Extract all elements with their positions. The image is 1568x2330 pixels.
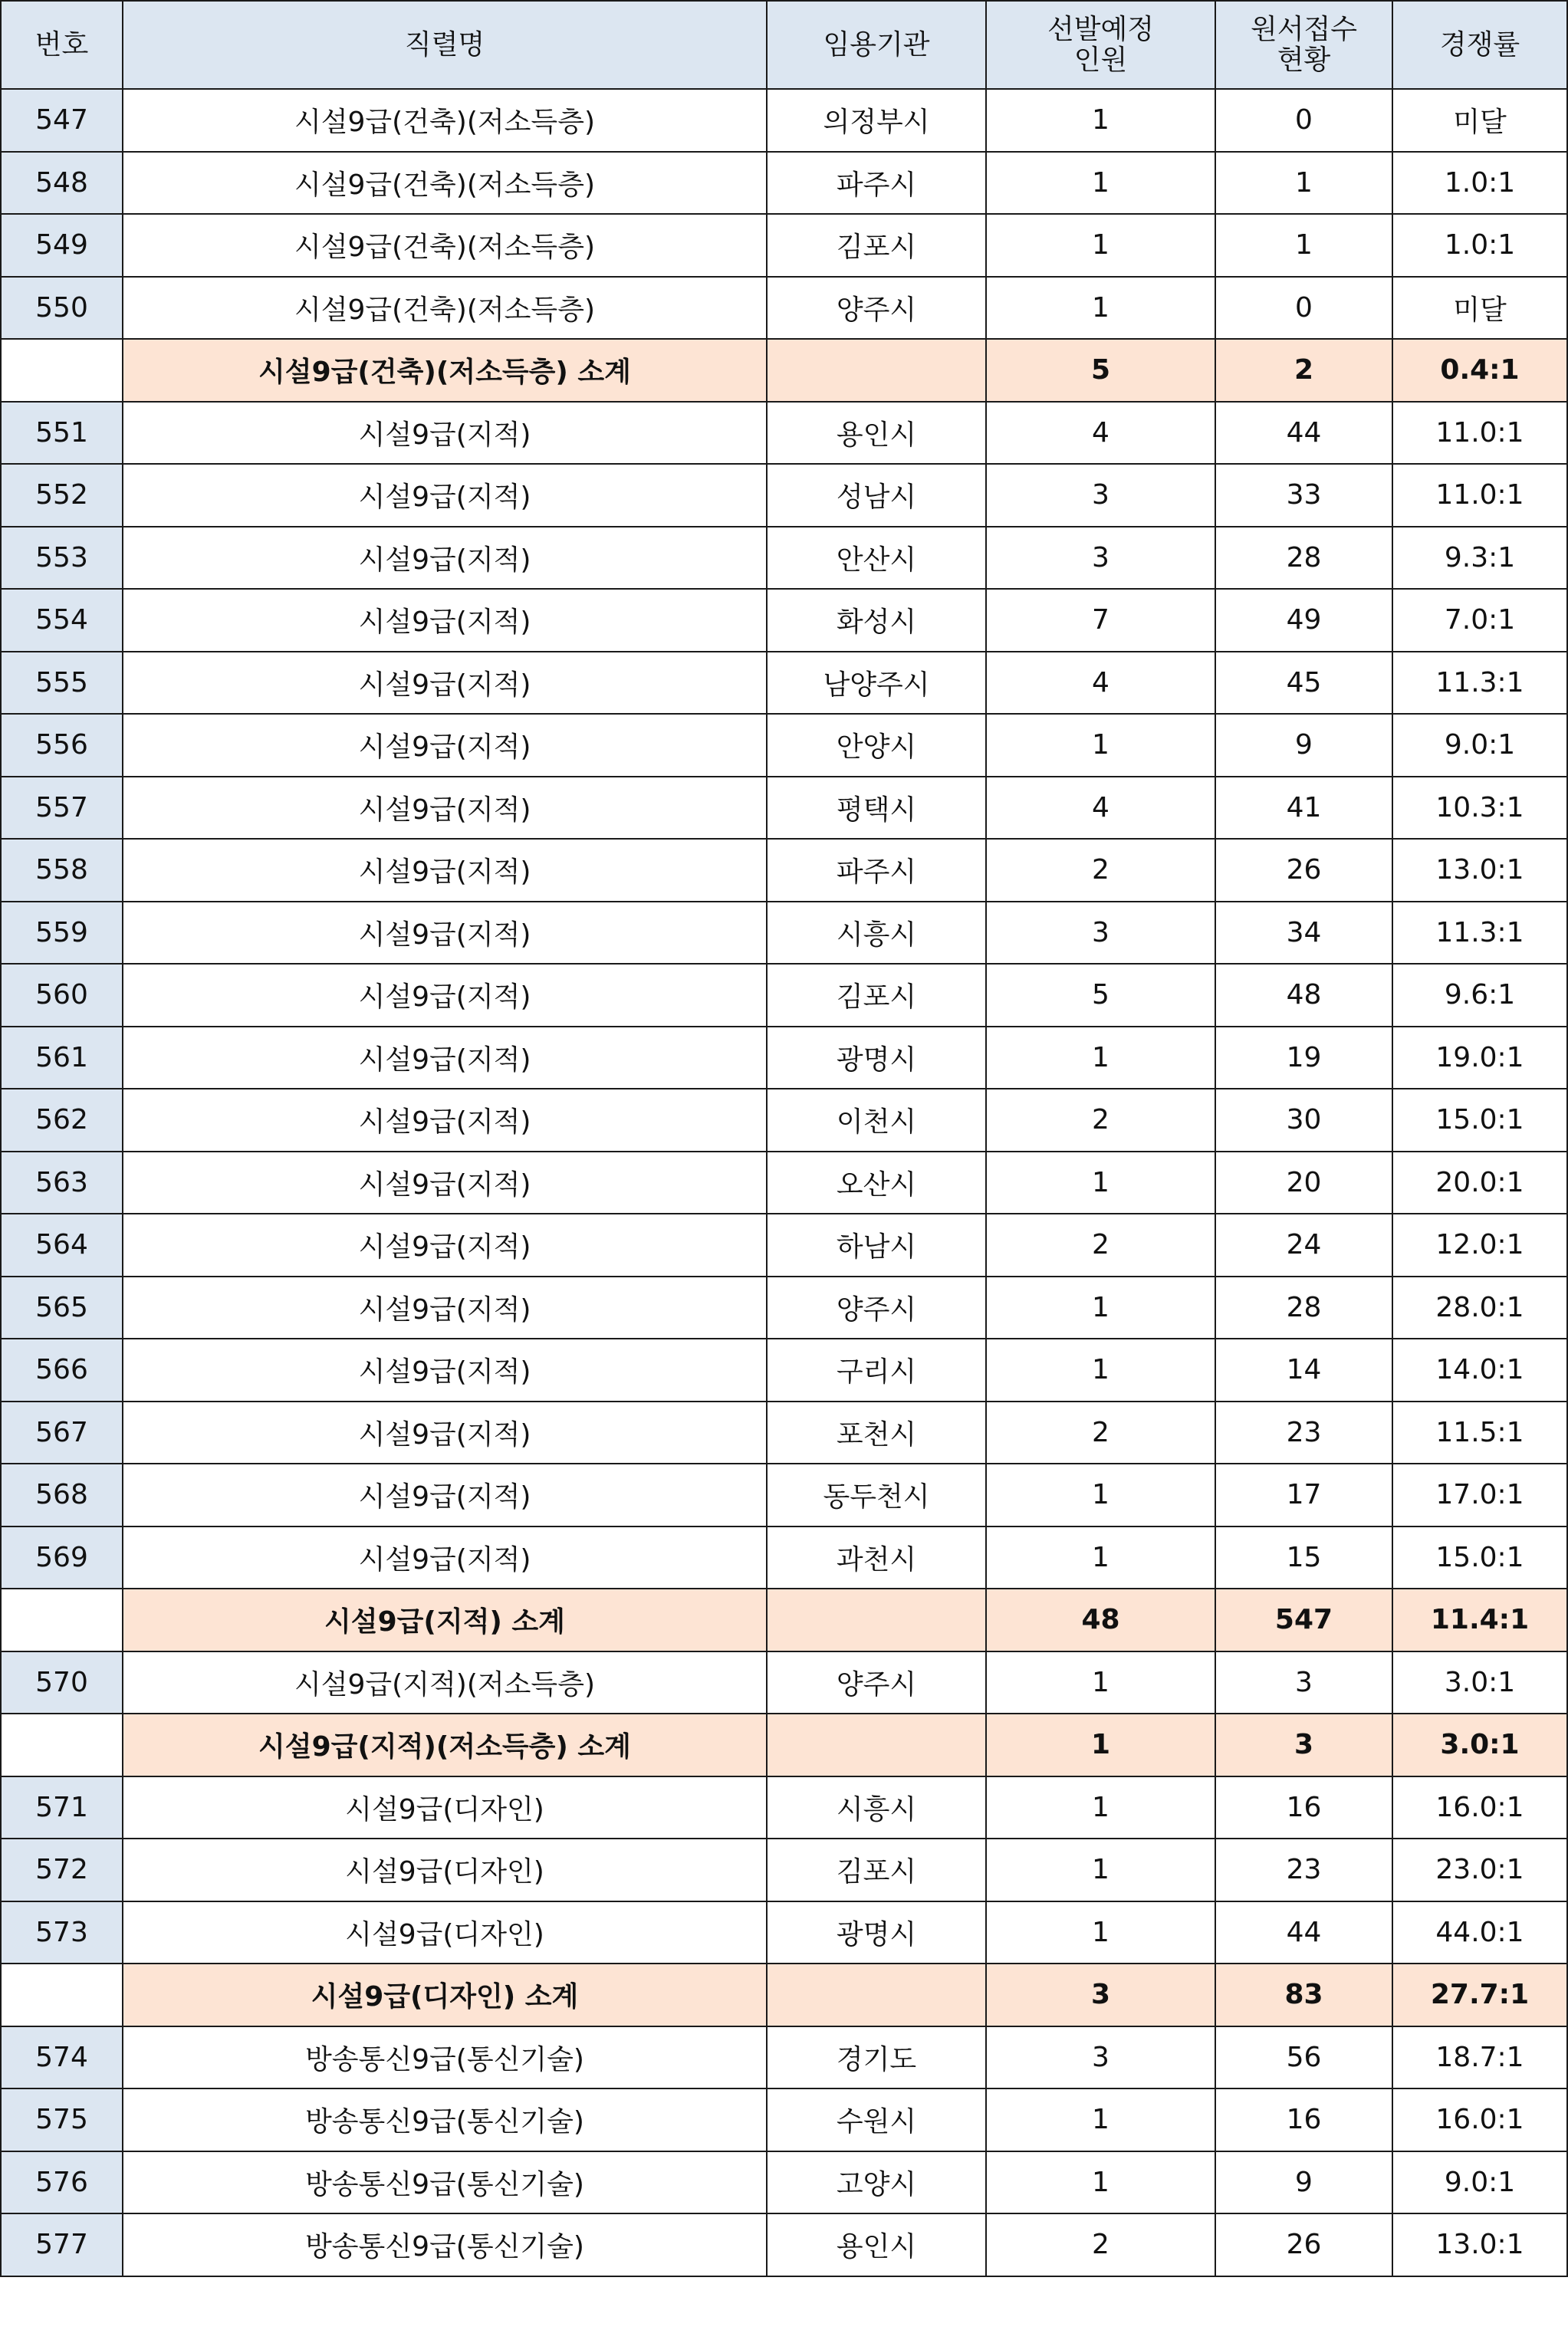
table-row — [1, 152, 1567, 215]
table-row — [1, 1651, 1567, 1714]
table-row — [1, 652, 1567, 715]
cell-planned: 1 — [986, 1152, 1215, 1214]
cell-number: 552 — [1, 464, 123, 527]
cell-applied: 44 — [1215, 402, 1392, 465]
cell-number: 575 — [1, 2088, 123, 2151]
cell-number: 548 — [1, 152, 123, 215]
cell-planned: 1 — [986, 1839, 1215, 1901]
cell-agency: 안산시 — [767, 527, 986, 590]
cell-agency: 고양시 — [767, 2151, 986, 2214]
cell-ratio: 17.0:1 — [1392, 1464, 1567, 1526]
cell-planned: 3 — [986, 1964, 1215, 2026]
cell-ratio: 13.0:1 — [1392, 839, 1567, 902]
cell-planned: 2 — [986, 2213, 1215, 2276]
cell-series: 시설9급(건축)(저소득층) — [123, 152, 767, 215]
cell-agency: 평택시 — [767, 777, 986, 840]
cell-ratio: 3.0:1 — [1392, 1714, 1567, 1776]
cell-ratio: 7.0:1 — [1392, 589, 1567, 652]
cell-planned: 1 — [986, 1464, 1215, 1526]
cell-number: 564 — [1, 1214, 123, 1277]
cell-number: 557 — [1, 777, 123, 840]
cell-ratio: 16.0:1 — [1392, 1776, 1567, 1839]
cell-agency: 성남시 — [767, 464, 986, 527]
cell-agency: 파주시 — [767, 839, 986, 902]
cell-number: 558 — [1, 839, 123, 902]
cell-agency — [767, 1964, 986, 2026]
cell-agency: 구리시 — [767, 1339, 986, 1402]
cell-planned: 7 — [986, 589, 1215, 652]
cell-applied: 1 — [1215, 152, 1392, 215]
cell-ratio: 0.4:1 — [1392, 339, 1567, 402]
cell-series: 방송통신9급(통신기술) — [123, 2088, 767, 2151]
cell-ratio: 미달 — [1392, 89, 1567, 152]
cell-agency: 경기도 — [767, 2026, 986, 2089]
cell-series: 시설9급(지적) — [123, 652, 767, 715]
cell-agency: 김포시 — [767, 1839, 986, 1901]
cell-planned: 1 — [986, 152, 1215, 215]
cell-applied: 15 — [1215, 1526, 1392, 1589]
cell-number: 577 — [1, 2213, 123, 2276]
cell-planned: 1 — [986, 1901, 1215, 1964]
subtotal-row — [1, 1964, 1567, 2026]
cell-number: 567 — [1, 1402, 123, 1464]
table-row — [1, 464, 1567, 527]
cell-planned: 1 — [986, 1339, 1215, 1402]
cell-series: 시설9급(지적) — [123, 1402, 767, 1464]
cell-agency: 김포시 — [767, 964, 986, 1027]
cell-applied: 23 — [1215, 1839, 1392, 1901]
table-row — [1, 1089, 1567, 1152]
cell-series: 시설9급(지적) 소계 — [123, 1589, 767, 1651]
cell-ratio: 10.3:1 — [1392, 777, 1567, 840]
cell-planned: 1 — [986, 1651, 1215, 1714]
cell-series: 시설9급(디자인) 소계 — [123, 1964, 767, 2026]
table-row — [1, 1152, 1567, 1214]
cell-series: 방송통신9급(통신기술) — [123, 2213, 767, 2276]
cell-ratio: 14.0:1 — [1392, 1339, 1567, 1402]
cell-ratio: 15.0:1 — [1392, 1526, 1567, 1589]
cell-applied: 17 — [1215, 1464, 1392, 1526]
cell-number: 561 — [1, 1027, 123, 1089]
subtotal-row — [1, 339, 1567, 402]
cell-number — [1, 1964, 123, 2026]
table-row — [1, 777, 1567, 840]
table-row — [1, 839, 1567, 902]
cell-ratio: 18.7:1 — [1392, 2026, 1567, 2089]
cell-applied: 3 — [1215, 1651, 1392, 1714]
cell-series: 시설9급(지적)(저소득층) — [123, 1651, 767, 1714]
cell-series: 시설9급(지적) — [123, 1089, 767, 1152]
cell-applied: 34 — [1215, 902, 1392, 965]
table-row — [1, 1901, 1567, 1964]
cell-number — [1, 1589, 123, 1651]
cell-series: 시설9급(지적) — [123, 1152, 767, 1214]
cell-series: 시설9급(지적) — [123, 527, 767, 590]
cell-applied: 28 — [1215, 527, 1392, 590]
cell-planned: 48 — [986, 1589, 1215, 1651]
cell-series: 방송통신9급(통신기술) — [123, 2026, 767, 2089]
cell-planned: 4 — [986, 777, 1215, 840]
cell-number: 571 — [1, 1776, 123, 1839]
cell-number: 547 — [1, 89, 123, 152]
cell-planned: 2 — [986, 1214, 1215, 1277]
cell-agency: 용인시 — [767, 402, 986, 465]
cell-agency: 이천시 — [767, 1089, 986, 1152]
table-row — [1, 1776, 1567, 1839]
table-body — [1, 89, 1567, 2276]
header-row — [1, 1, 1567, 89]
cell-ratio: 11.3:1 — [1392, 652, 1567, 715]
cell-number — [1, 339, 123, 402]
cell-ratio: 44.0:1 — [1392, 1901, 1567, 1964]
cell-agency: 양주시 — [767, 1277, 986, 1339]
cell-series: 시설9급(지적) — [123, 777, 767, 840]
cell-planned: 1 — [986, 714, 1215, 777]
table-row — [1, 1839, 1567, 1901]
cell-ratio: 23.0:1 — [1392, 1839, 1567, 1901]
table-row — [1, 2151, 1567, 2214]
cell-ratio: 15.0:1 — [1392, 1089, 1567, 1152]
cell-series: 시설9급(디자인) — [123, 1901, 767, 1964]
cell-planned: 1 — [986, 2151, 1215, 2214]
cell-applied: 33 — [1215, 464, 1392, 527]
cell-series: 시설9급(지적) — [123, 589, 767, 652]
cell-number: 573 — [1, 1901, 123, 1964]
cell-planned: 1 — [986, 1526, 1215, 1589]
cell-agency: 양주시 — [767, 277, 986, 340]
cell-ratio: 19.0:1 — [1392, 1027, 1567, 1089]
table-row — [1, 214, 1567, 277]
cell-agency: 시흥시 — [767, 902, 986, 965]
table-row — [1, 2088, 1567, 2151]
cell-applied: 45 — [1215, 652, 1392, 715]
cell-agency: 광명시 — [767, 1027, 986, 1089]
cell-number: 550 — [1, 277, 123, 340]
cell-planned: 3 — [986, 2026, 1215, 2089]
cell-applied: 1 — [1215, 214, 1392, 277]
cell-agency: 시흥시 — [767, 1776, 986, 1839]
cell-applied: 24 — [1215, 1214, 1392, 1277]
cell-planned: 2 — [986, 1402, 1215, 1464]
cell-agency: 화성시 — [767, 589, 986, 652]
cell-agency: 포천시 — [767, 1402, 986, 1464]
cell-planned: 1 — [986, 214, 1215, 277]
cell-number: 568 — [1, 1464, 123, 1526]
cell-applied: 41 — [1215, 777, 1392, 840]
cell-number: 549 — [1, 214, 123, 277]
cell-applied: 16 — [1215, 1776, 1392, 1839]
cell-applied: 3 — [1215, 1714, 1392, 1776]
cell-applied: 48 — [1215, 964, 1392, 1027]
cell-number: 569 — [1, 1526, 123, 1589]
cell-agency — [767, 1589, 986, 1651]
cell-ratio: 1.0:1 — [1392, 214, 1567, 277]
table-row — [1, 1402, 1567, 1464]
cell-number: 554 — [1, 589, 123, 652]
table-row — [1, 1277, 1567, 1339]
table-row — [1, 1339, 1567, 1402]
header-agency: 임용기관 — [767, 1, 986, 89]
cell-series: 시설9급(건축)(저소득층) 소계 — [123, 339, 767, 402]
cell-ratio: 27.7:1 — [1392, 1964, 1567, 2026]
cell-planned: 3 — [986, 527, 1215, 590]
cell-planned: 1 — [986, 277, 1215, 340]
cell-agency — [767, 1714, 986, 1776]
cell-planned: 2 — [986, 1089, 1215, 1152]
cell-agency: 하남시 — [767, 1214, 986, 1277]
table-row — [1, 402, 1567, 465]
cell-planned: 1 — [986, 1277, 1215, 1339]
cell-agency: 동두천시 — [767, 1464, 986, 1526]
cell-planned: 3 — [986, 902, 1215, 965]
cell-planned: 5 — [986, 339, 1215, 402]
cell-applied: 0 — [1215, 277, 1392, 340]
cell-planned: 2 — [986, 839, 1215, 902]
cell-agency: 광명시 — [767, 1901, 986, 1964]
cell-number: 566 — [1, 1339, 123, 1402]
cell-applied: 547 — [1215, 1589, 1392, 1651]
cell-applied: 56 — [1215, 2026, 1392, 2089]
cell-planned: 4 — [986, 402, 1215, 465]
cell-ratio: 28.0:1 — [1392, 1277, 1567, 1339]
cell-number: 565 — [1, 1277, 123, 1339]
cell-series: 시설9급(지적) — [123, 839, 767, 902]
cell-planned: 1 — [986, 1776, 1215, 1839]
cell-planned: 4 — [986, 652, 1215, 715]
cell-applied: 30 — [1215, 1089, 1392, 1152]
cell-ratio: 11.5:1 — [1392, 1402, 1567, 1464]
cell-applied: 23 — [1215, 1402, 1392, 1464]
cell-planned: 1 — [986, 1714, 1215, 1776]
subtotal-row — [1, 1589, 1567, 1651]
header-planned: 선발예정 인원 — [986, 1, 1215, 89]
cell-ratio: 11.3:1 — [1392, 902, 1567, 965]
cell-applied: 2 — [1215, 339, 1392, 402]
cell-applied: 44 — [1215, 1901, 1392, 1964]
cell-series: 시설9급(건축)(저소득층) — [123, 277, 767, 340]
cell-series: 시설9급(디자인) — [123, 1839, 767, 1901]
cell-agency: 남양주시 — [767, 652, 986, 715]
cell-ratio: 16.0:1 — [1392, 2088, 1567, 2151]
table-header — [1, 1, 1567, 89]
subtotal-row — [1, 1714, 1567, 1776]
header-series: 직렬명 — [123, 1, 767, 89]
cell-planned: 1 — [986, 89, 1215, 152]
header-ratio: 경쟁률 — [1392, 1, 1567, 89]
cell-ratio: 1.0:1 — [1392, 152, 1567, 215]
cell-planned: 1 — [986, 1027, 1215, 1089]
cell-number: 551 — [1, 402, 123, 465]
cell-number: 553 — [1, 527, 123, 590]
table-row — [1, 2213, 1567, 2276]
table-row — [1, 89, 1567, 152]
cell-series: 시설9급(디자인) — [123, 1776, 767, 1839]
cell-agency: 양주시 — [767, 1651, 986, 1714]
cell-series: 시설9급(지적) — [123, 1214, 767, 1277]
cell-number: 563 — [1, 1152, 123, 1214]
cell-applied: 26 — [1215, 839, 1392, 902]
cell-number: 555 — [1, 652, 123, 715]
cell-ratio: 3.0:1 — [1392, 1651, 1567, 1714]
table-row — [1, 902, 1567, 965]
cell-series: 시설9급(지적)(저소득층) 소계 — [123, 1714, 767, 1776]
cell-agency: 용인시 — [767, 2213, 986, 2276]
cell-series: 시설9급(지적) — [123, 1526, 767, 1589]
cell-applied: 9 — [1215, 2151, 1392, 2214]
cell-applied: 19 — [1215, 1027, 1392, 1089]
table-row — [1, 589, 1567, 652]
cell-series: 시설9급(건축)(저소득층) — [123, 214, 767, 277]
cell-applied: 28 — [1215, 1277, 1392, 1339]
header-applied: 원서접수 현황 — [1215, 1, 1392, 89]
cell-number: 560 — [1, 964, 123, 1027]
cell-series: 시설9급(지적) — [123, 1339, 767, 1402]
cell-agency: 오산시 — [767, 1152, 986, 1214]
cell-applied: 20 — [1215, 1152, 1392, 1214]
cell-ratio: 11.0:1 — [1392, 402, 1567, 465]
cell-series: 시설9급(지적) — [123, 1464, 767, 1526]
cell-series: 시설9급(지적) — [123, 1277, 767, 1339]
cell-series: 시설9급(지적) — [123, 714, 767, 777]
cell-applied: 9 — [1215, 714, 1392, 777]
table-row — [1, 714, 1567, 777]
cell-agency: 의정부시 — [767, 89, 986, 152]
header-number: 번호 — [1, 1, 123, 89]
cell-number: 576 — [1, 2151, 123, 2214]
cell-applied: 49 — [1215, 589, 1392, 652]
cell-ratio: 20.0:1 — [1392, 1152, 1567, 1214]
cell-applied: 16 — [1215, 2088, 1392, 2151]
cell-number: 572 — [1, 1839, 123, 1901]
cell-ratio: 9.6:1 — [1392, 964, 1567, 1027]
cell-agency: 파주시 — [767, 152, 986, 215]
table-row — [1, 1214, 1567, 1277]
cell-number: 570 — [1, 1651, 123, 1714]
cell-series: 시설9급(지적) — [123, 402, 767, 465]
cell-planned: 1 — [986, 2088, 1215, 2151]
cell-agency: 안양시 — [767, 714, 986, 777]
cell-planned: 3 — [986, 464, 1215, 527]
cell-applied: 83 — [1215, 1964, 1392, 2026]
cell-series: 시설9급(지적) — [123, 964, 767, 1027]
cell-ratio: 9.0:1 — [1392, 714, 1567, 777]
cell-agency: 과천시 — [767, 1526, 986, 1589]
cell-number — [1, 1714, 123, 1776]
cell-applied: 0 — [1215, 89, 1392, 152]
cell-ratio: 12.0:1 — [1392, 1214, 1567, 1277]
table-row — [1, 1027, 1567, 1089]
cell-planned: 5 — [986, 964, 1215, 1027]
cell-applied: 14 — [1215, 1339, 1392, 1402]
cell-series: 방송통신9급(통신기술) — [123, 2151, 767, 2214]
cell-number: 562 — [1, 1089, 123, 1152]
cell-ratio: 9.0:1 — [1392, 2151, 1567, 2214]
cell-applied: 26 — [1215, 2213, 1392, 2276]
cell-agency: 김포시 — [767, 214, 986, 277]
cell-series: 시설9급(지적) — [123, 464, 767, 527]
table-row — [1, 1526, 1567, 1589]
cell-series: 시설9급(건축)(저소득층) — [123, 89, 767, 152]
table-row — [1, 277, 1567, 340]
cell-ratio: 13.0:1 — [1392, 2213, 1567, 2276]
cell-ratio: 11.4:1 — [1392, 1589, 1567, 1651]
cell-ratio: 미달 — [1392, 277, 1567, 340]
cell-agency — [767, 339, 986, 402]
cell-ratio: 9.3:1 — [1392, 527, 1567, 590]
cell-number: 574 — [1, 2026, 123, 2089]
cell-number: 556 — [1, 714, 123, 777]
table-row — [1, 964, 1567, 1027]
table-row — [1, 527, 1567, 590]
cell-ratio: 11.0:1 — [1392, 464, 1567, 527]
table-row — [1, 1464, 1567, 1526]
table-row — [1, 2026, 1567, 2089]
cell-series: 시설9급(지적) — [123, 1027, 767, 1089]
cell-series: 시설9급(지적) — [123, 902, 767, 965]
cell-agency: 수원시 — [767, 2088, 986, 2151]
cell-number: 559 — [1, 902, 123, 965]
